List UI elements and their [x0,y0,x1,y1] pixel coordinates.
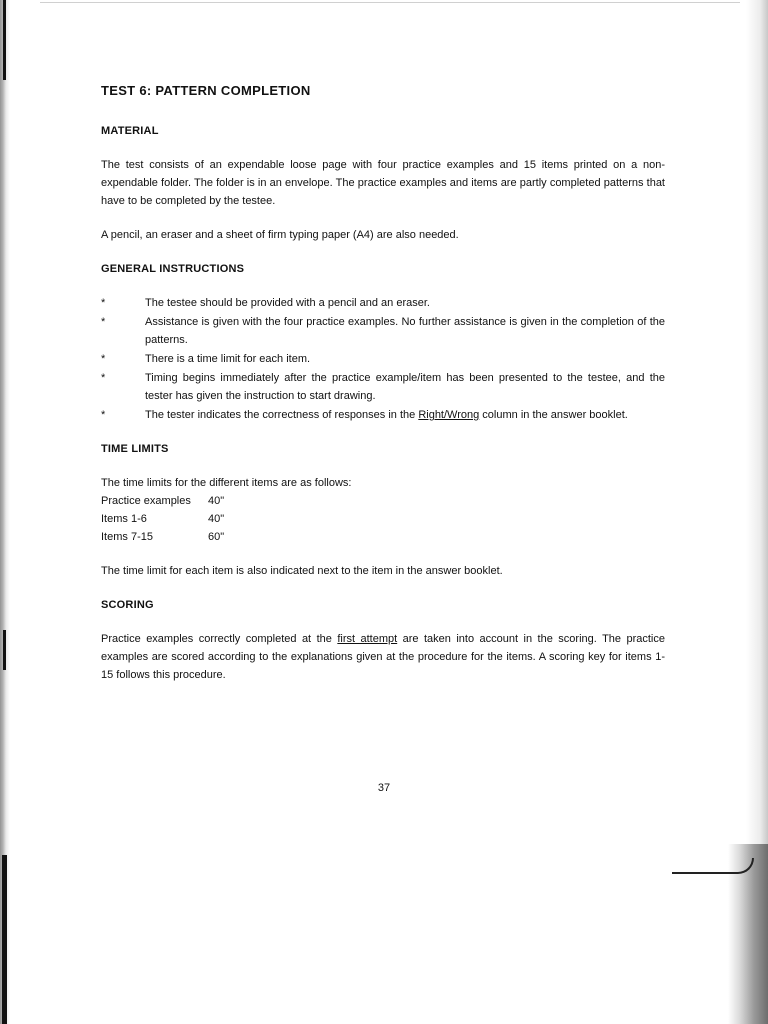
time-limits-table [101,474,665,546]
bullet-star-icon: * [101,372,106,384]
list-item [101,369,665,405]
list-item-text: Timing begins immediately after the practice example/item has been presented to the testee, and the tester has given the instruction to start drawing. [145,372,665,402]
time-limit-label: Practice examples [101,495,191,507]
list-item [101,294,665,312]
time-limit-value: 60" [208,531,225,543]
time-limit-row [101,528,665,546]
list-item [101,313,665,349]
scan-left-mark [3,630,6,670]
section-heading-material: MATERIAL [101,125,159,137]
bullet-star-icon: * [101,316,106,328]
time-limits-note: The time limit for each item is also indicated next to the item in the answer booklet. [101,565,503,577]
material-paragraph-1: The test consists of an expendable loose page with four practice examples and 15 items printed on a non-expendable folder. The folder is in an envelope. The practice examples and items are partly completed patterns that have to be completed by the testee. [101,159,665,207]
bullet-star-icon: * [101,353,106,365]
underlined-term-right-wrong: Right/Wrong [418,409,480,421]
list-item-text-after: column in the answer booklet. [479,409,628,421]
list-item [101,350,665,368]
document-page [101,80,665,700]
time-limit-label: Items 7-15 [101,531,153,543]
bullet-star-icon: * [101,297,106,309]
bullet-star-icon: * [101,409,106,421]
time-limit-row [101,510,665,528]
instructions-list [101,294,665,424]
section-heading-general-instructions: GENERAL INSTRUCTIONS [101,263,245,275]
scoring-paragraph: Practice examples correctly completed at the first attempt are taken into account in the scoring. The practice examples are scored according to the explanations given at the procedure for the items. A scoring key for items 1-15 follows this procedure. [101,633,665,681]
list-item-text: There is a time limit for each item. [145,353,311,365]
list-item-text: The testee should be provided with a pencil and an eraser. [145,297,430,309]
document-title: TEST 6: PATTERN COMPLETION [101,83,311,98]
page-number: 37 [377,782,391,794]
list-item [101,406,665,424]
list-item-text: Assistance is given with the four practice examples. No further assistance is given in the completion of the patterns. [145,316,665,346]
underlined-term-first-attempt: first attempt [337,633,398,645]
scan-top-border [40,2,740,3]
list-item-text-before: The tester indicates the correctness of responses in the [145,409,419,421]
section-heading-scoring: SCORING [101,599,154,611]
time-limit-value: 40" [208,495,225,507]
section-heading-time-limits: TIME LIMITS [101,443,169,455]
time-limits-intro: The time limits for the different items are as follows: [101,477,352,489]
scan-left-mark [3,0,6,80]
time-limit-row [101,492,665,510]
scan-left-mark [2,855,7,1024]
time-limit-value: 40" [208,513,225,525]
time-limit-label: Items 1-6 [101,513,147,525]
scan-page-curl [672,858,754,874]
material-paragraph-2: A pencil, an eraser and a sheet of firm typing paper (A4) are also needed. [101,229,459,241]
